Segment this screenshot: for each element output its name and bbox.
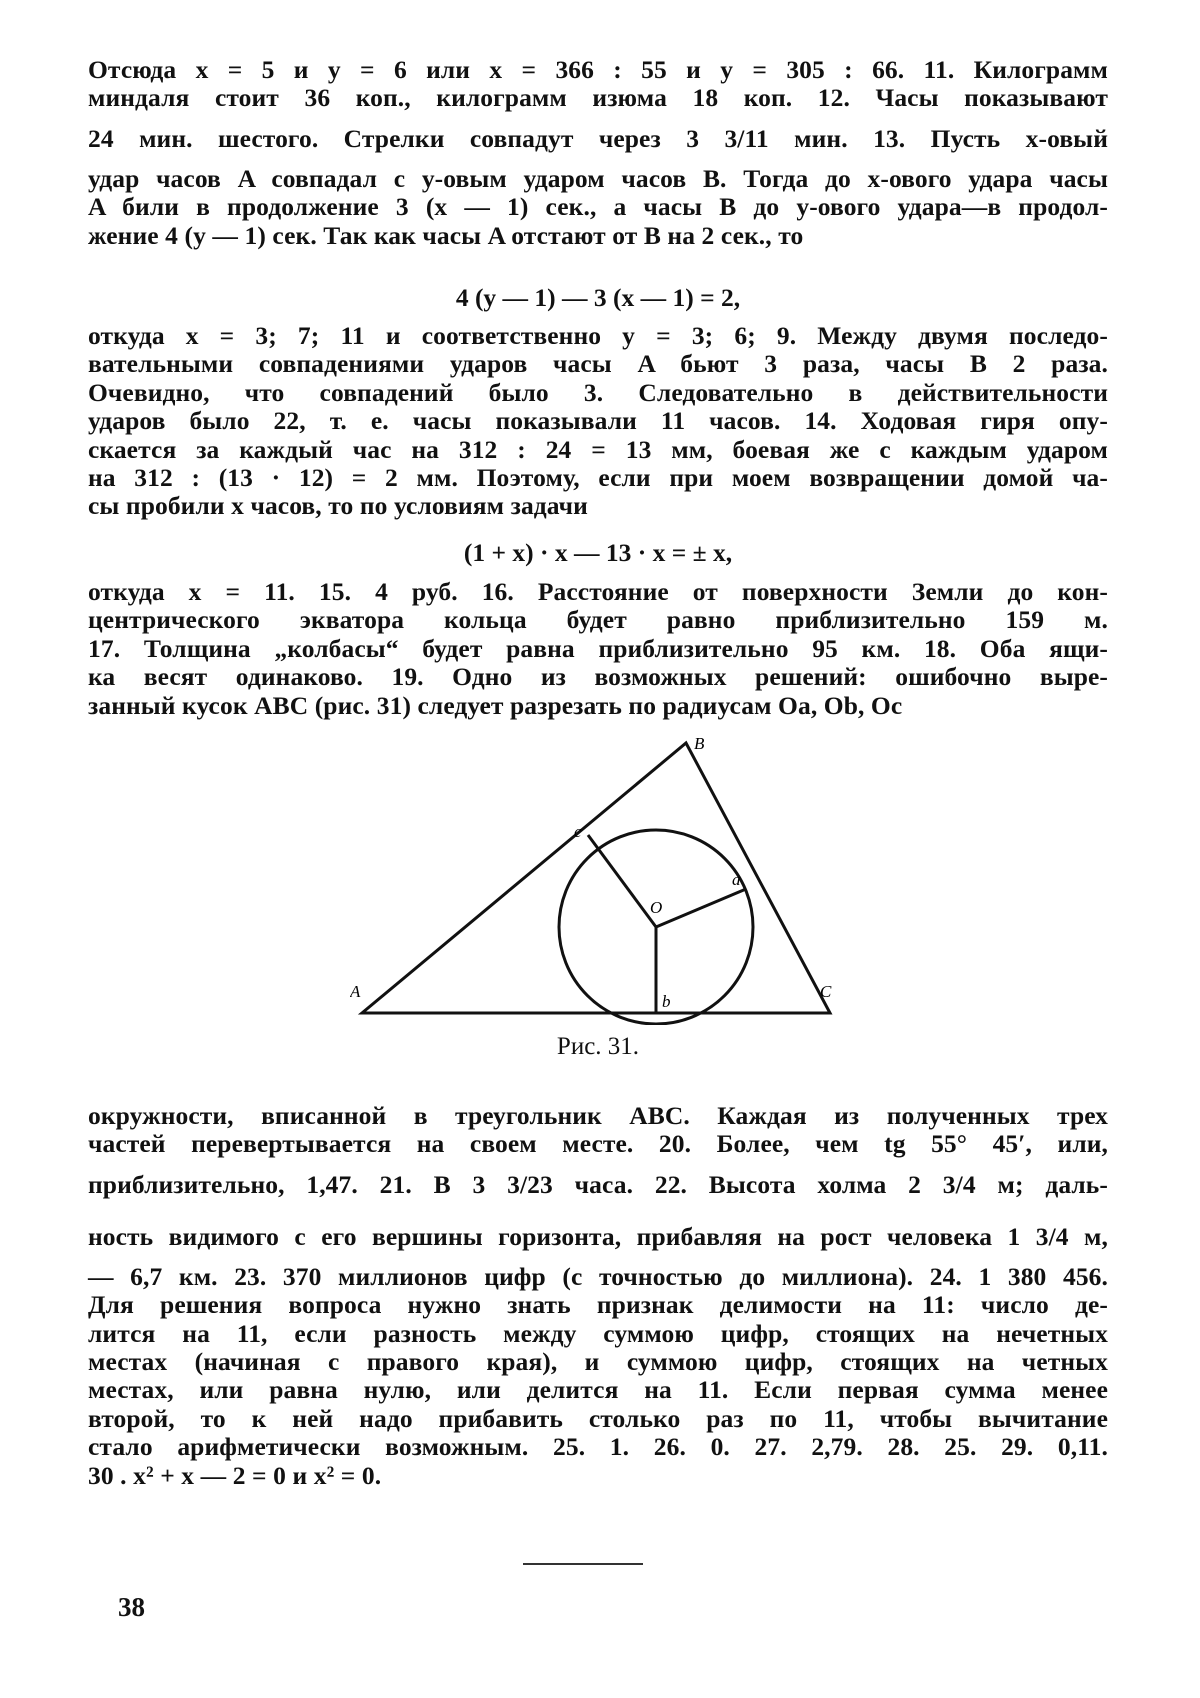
text-line: A били в продолжение 3 (x — 1) сек., а часы B до y-ового удара—в продол- <box>88 192 1108 222</box>
text-line: 30 . x² + x — 2 = 0 и x² = 0. <box>88 1460 382 1490</box>
text-line: удар часов A совпадал с y-овым ударом часов B. Тогда до x-ового удара часы <box>88 163 1108 193</box>
text-line: ка весят одинаково. 19. Одно из возможных решений: ошибочно выре- <box>88 662 1108 692</box>
label-b-point: b <box>662 992 671 1011</box>
text-line: стало арифметически возможным. 25. 1. 26. 0. 27. 2,79. 28. 25. 29. 0,11. <box>88 1432 1108 1462</box>
answers-paragraph-3 <box>88 578 1108 720</box>
text-line: на 312 : (13 · 12) = 2 мм. Поэтому, если при моем возвращении домой ча- <box>88 463 1108 493</box>
text-line: Для решения вопроса нужно знать признак делимости на 11: число де- <box>88 1290 1108 1320</box>
text-line: скается за каждый час на 312 : 24 = 13 мм, боевая же с каждым ударом <box>88 434 1108 464</box>
answers-paragraph-1 <box>88 56 1108 250</box>
text-line: второй, то к ней надо прибавить столько раз по 11, чтобы вычитание <box>88 1403 1108 1433</box>
label-c-vertex: C <box>820 982 832 1001</box>
section-divider <box>523 1563 643 1565</box>
page-number: 38 <box>118 1592 145 1622</box>
text-line: занный кусок ABC (рис. 31) следует разрезать по радиусам Oa, Ob, Oc <box>88 690 903 720</box>
text-line: местах (начиная с правого края), и суммою цифр, стоящих на четных <box>88 1347 1108 1377</box>
radius-oc <box>588 835 656 927</box>
text-line: окружности, вписанной в треугольник ABC. Каждая из полученных трех <box>88 1101 1108 1130</box>
text-line: 17. Толщина „колбасы“ будет равна приблизительно 95 км. 18. Оба ящи- <box>88 633 1108 663</box>
answers-paragraph-4 <box>88 1102 1108 1490</box>
text-line: Отсюда x = 5 и y = 6 или x = 366 : 55 и y = 305 : 66. 11. Килограмм <box>88 55 1108 84</box>
text-line: ударов было 22, т. е. часы показывали 11 часов. 14. Ходовая гиря опу- <box>88 406 1108 436</box>
text-line: — 6,7 км. 23. 370 миллионов цифр (с точностью до миллиона). 24. 1 380 456. <box>88 1261 1108 1291</box>
text-line: ность видимого с его вершины горизонта, прибавляя на рост человека 1 3/4 м, <box>88 1221 1108 1251</box>
label-c-point: c <box>574 822 582 841</box>
equation-2: (1 + x) · x — 13 · x = ± x, <box>463 538 733 567</box>
text-line: частей перевертывается на своем месте. 20. Более, чем tg 55° 45′, или, <box>88 1129 1108 1159</box>
radius-oa <box>656 889 746 927</box>
equation-1: 4 (y — 1) — 3 (x — 1) = 2, <box>455 283 741 312</box>
text-line: центрического экватора кольца будет равно приблизительно 159 м. <box>88 605 1108 635</box>
label-o-center: O <box>650 898 663 917</box>
text-line: Очевидно, что совпадений было 3. Следовательно в действительности <box>88 377 1108 407</box>
text-line: жение 4 (y — 1) сек. Так как часы A отстают от B на 2 сек., то <box>88 220 804 250</box>
text-line: вательными совпадениями ударов часы A бьют 3 раза, часы B 2 раза. <box>88 349 1108 379</box>
triangle-abc <box>362 743 830 1013</box>
text-line: сы пробили x часов, то по условиям задачи <box>88 491 588 521</box>
text-line: откуда x = 11. 15. 4 руб. 16. Расстояние от поверхности Земли до кон- <box>88 577 1108 606</box>
label-a-vertex: A <box>350 982 361 1001</box>
label-a-point: a <box>732 870 741 889</box>
text-line: лится на 11, если разность между суммою цифр, стоящих на нечетных <box>88 1318 1108 1348</box>
text-line: местах, или равна нулю, или делится на 11. Если первая сумма менее <box>88 1375 1108 1405</box>
text-line: откуда x = 3; 7; 11 и соответственно y = 3; 6; 9. Между двумя последо- <box>88 321 1108 350</box>
figure-caption: Рис. 31. <box>556 1033 640 1060</box>
label-b-vertex: B <box>694 735 705 753</box>
text-line: приблизительно, 1,47. 21. В 3 3/23 часа. 22. Высота холма 2 3/4 м; даль- <box>88 1169 1108 1199</box>
triangle-incircle-figure <box>350 735 840 1025</box>
text-line: 24 мин. шестого. Стрелки совпадут через 3 3/11 мин. 13. Пусть x-овый <box>88 123 1108 153</box>
text-line: миндаля стоит 36 коп., килограмм изюма 18 коп. 12. Часы показывают <box>88 83 1108 113</box>
answers-paragraph-2 <box>88 322 1108 521</box>
